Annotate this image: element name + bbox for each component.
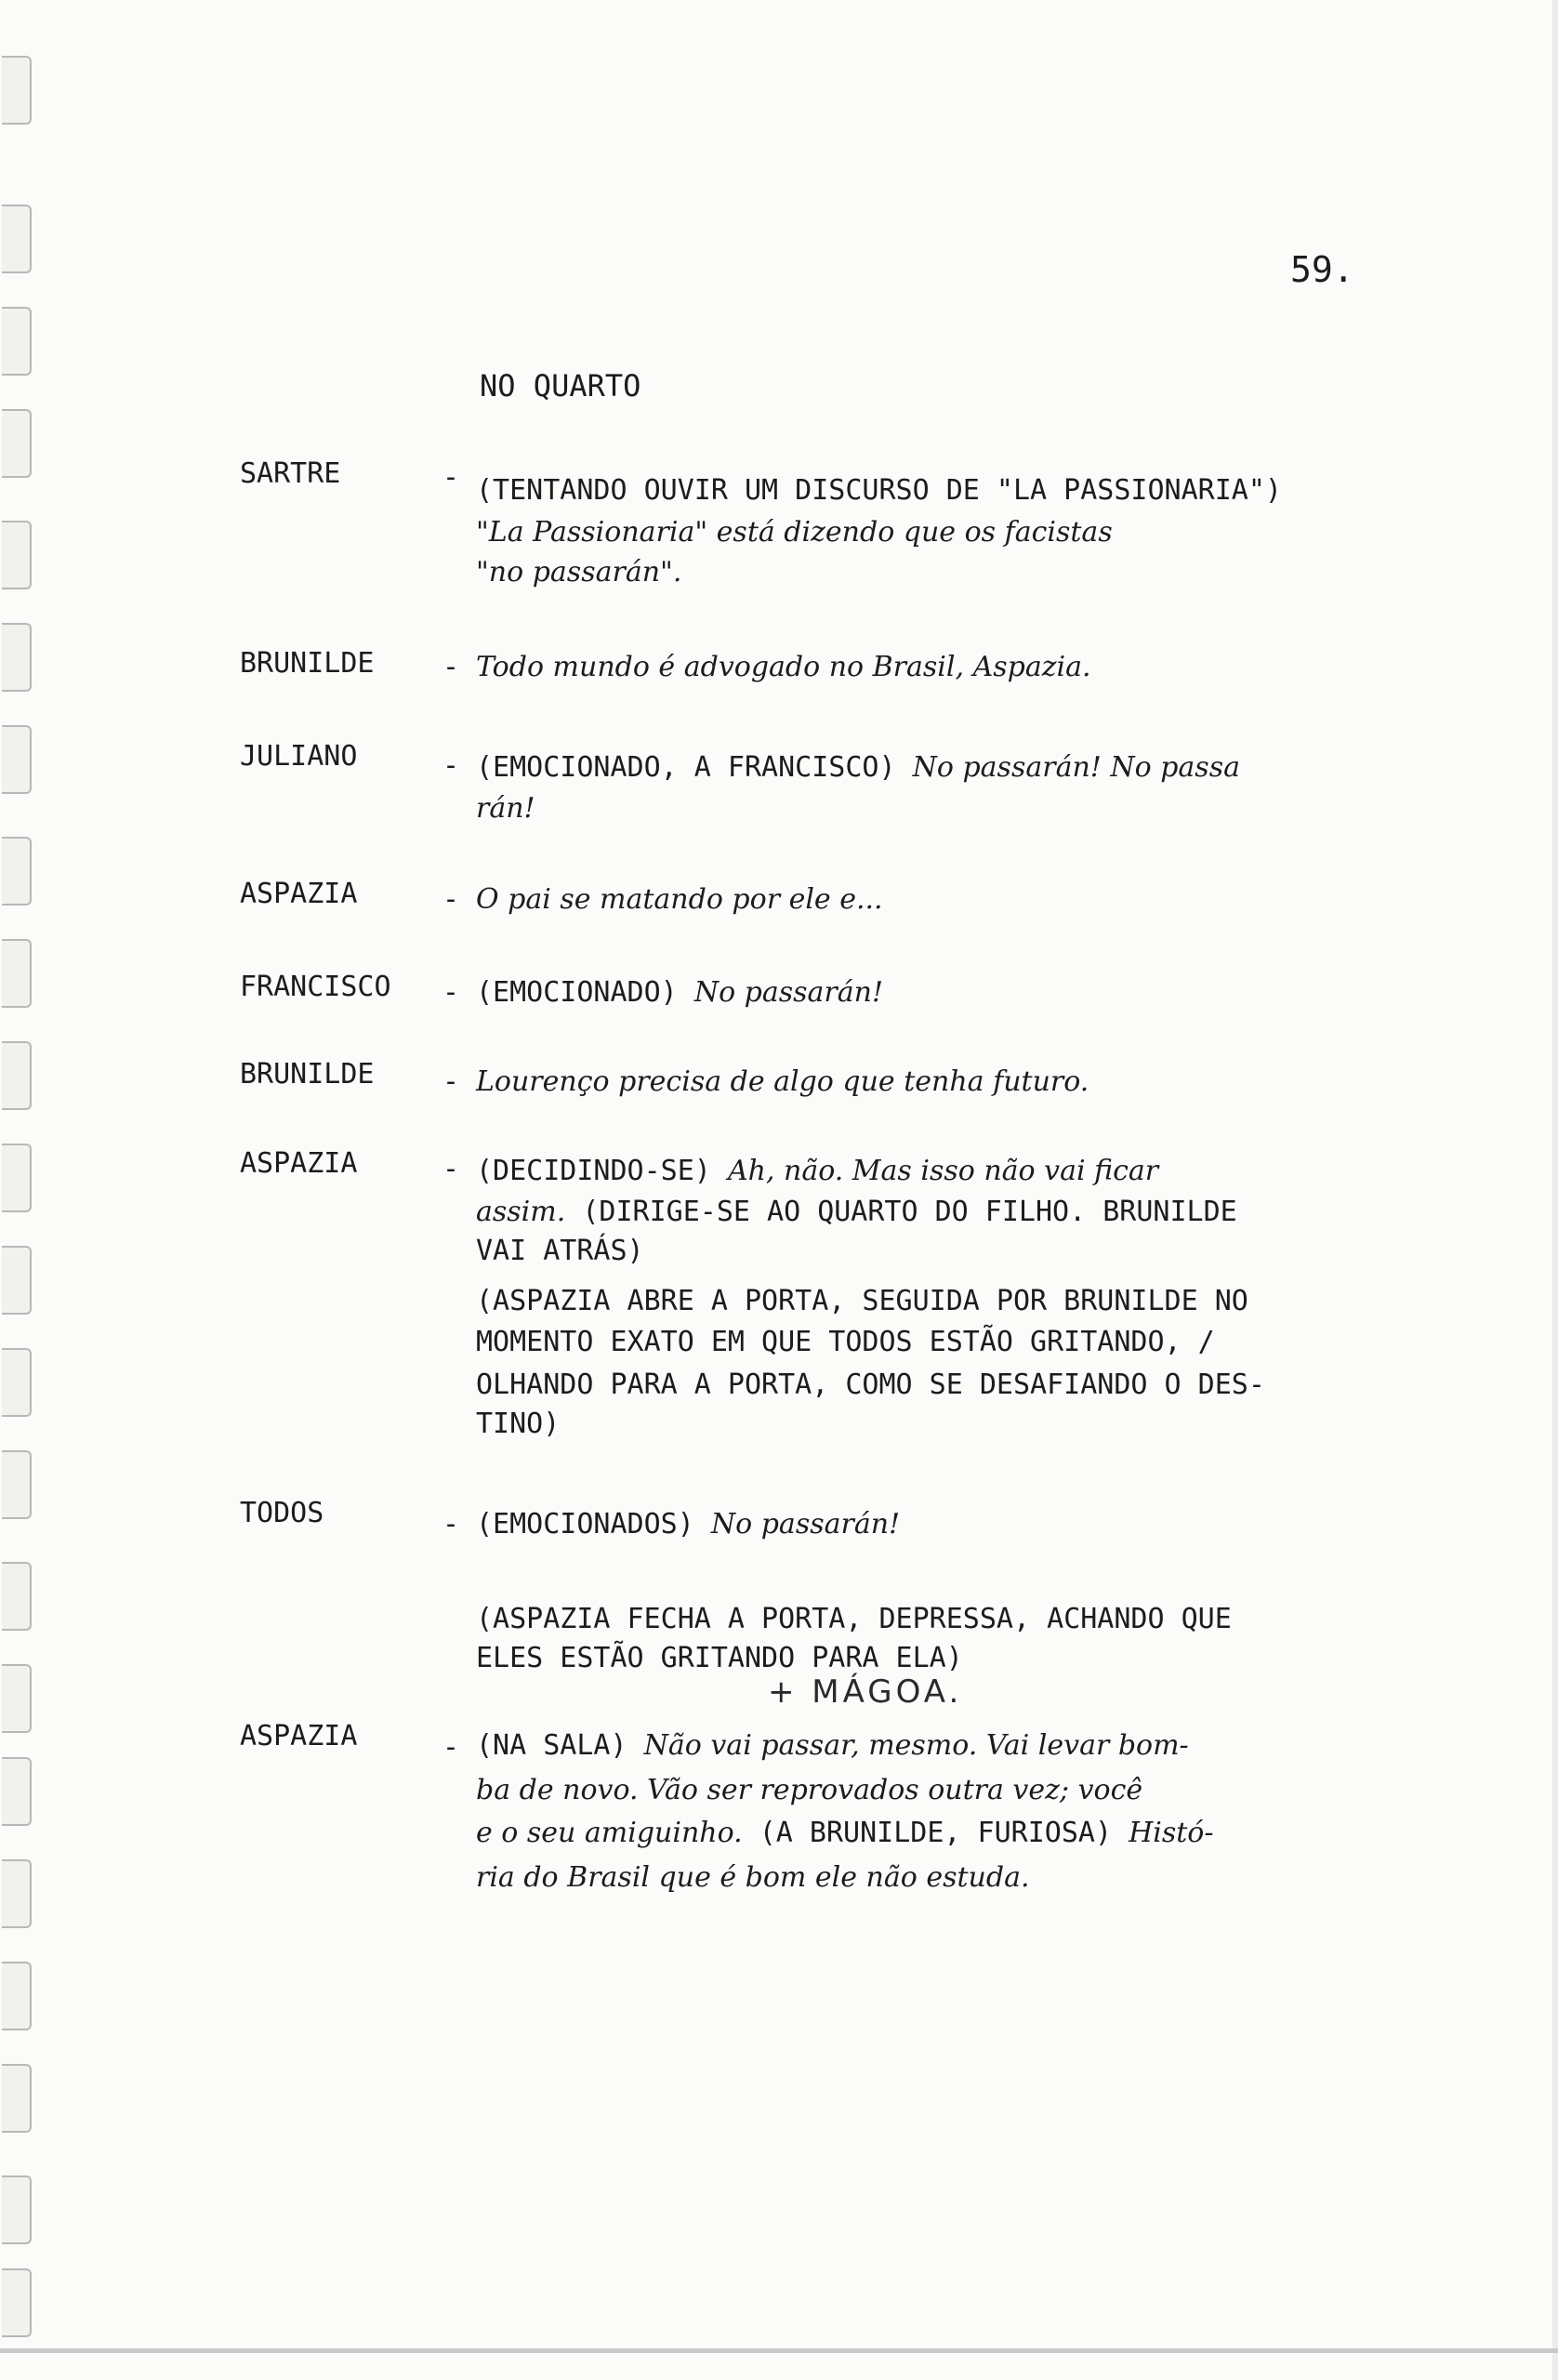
binder-hole (2, 2175, 32, 2244)
dialogue-text: "La Passionaria" está dizendo que os facistas (476, 516, 1113, 549)
dialogue-text: "no passarán". (476, 556, 682, 588)
stage-direction: (TENTANDO OUVIR UM DISCURSO DE "LA PASSIONARIA") (476, 474, 1282, 507)
speaker-name: BRUNILDE (240, 1058, 375, 1091)
dialogue-text: Não vai passar, mesmo. Vai levar bom- (643, 1729, 1189, 1762)
dialogue-line (476, 1196, 1237, 1228)
dialogue-line (476, 792, 535, 825)
stage-direction: (DECIDINDO-SE) (476, 1155, 728, 1187)
stage-direction: (ASPAZIA FECHA A PORTA, DEPRESSA, ACHANDO QUE (476, 1603, 1232, 1635)
dialogue-line (476, 1603, 1232, 1635)
scene-heading: NO QUARTO (480, 368, 641, 403)
dialogue-text: ba de novo. Vão ser reprovados outra vez; você (476, 1774, 1143, 1806)
binder-hole (2, 2064, 32, 2133)
handwritten-note: + MÁGOA. (768, 1673, 963, 1711)
speaker-name: BRUNILDE (240, 647, 375, 680)
dialogue-line (476, 1326, 1215, 1358)
binder-hole (2, 1348, 32, 1417)
speaker-name: SARTRE (240, 457, 341, 490)
stage-direction: TINO) (476, 1408, 561, 1440)
dialogue-line (476, 1861, 1030, 1894)
dialogue-dash: - (442, 883, 460, 916)
dialogue-line (476, 1285, 1248, 1317)
dialogue-text: Histó- (1129, 1817, 1214, 1849)
binder-hole (2, 205, 32, 273)
binder-hole (2, 307, 32, 376)
dialogue-dash: - (442, 1508, 460, 1540)
dialogue-text: e o seu amiguinho. (476, 1817, 743, 1849)
dialogue-text: Lourenço precisa de algo que tenha futuro. (476, 1065, 1089, 1098)
dialogue-text: No passarán! (693, 976, 884, 1009)
binder-hole (2, 56, 32, 125)
binder-hole (2, 409, 32, 478)
dialogue-dash: - (442, 1153, 460, 1185)
dialogue-line (476, 1642, 963, 1674)
binder-hole (2, 939, 32, 1008)
page-edge (1552, 0, 1558, 2380)
speaker-name: TODOS (240, 1497, 324, 1529)
stage-direction: MOMENTO EXATO EM QUE TODOS ESTÃO GRITANDO, / (476, 1326, 1215, 1358)
binder-hole (2, 1246, 32, 1315)
dialogue-dash: - (442, 651, 460, 683)
page-number: 59. (1290, 249, 1354, 290)
dialogue-line (476, 1155, 1158, 1187)
stage-direction: (EMOCIONADO) (476, 976, 694, 1009)
stage-direction: (EMOCIONADOS) (476, 1508, 711, 1540)
dialogue-text: No passarán! (710, 1508, 901, 1540)
dialogue-dash: - (442, 976, 460, 1009)
stage-direction: OLHANDO PARA A PORTA, COMO SE DESAFIANDO O DES- (476, 1368, 1265, 1401)
dialogue-line (476, 751, 1240, 784)
speaker-name: FRANCISCO (240, 971, 391, 1003)
stage-direction: (DIRIGE-SE AO QUARTO DO FILHO. BRUNILDE (565, 1196, 1237, 1228)
stage-direction: VAI ATRÁS) (476, 1235, 644, 1267)
dialogue-line (476, 1065, 1089, 1098)
binder-hole (2, 1859, 32, 1928)
speaker-name: ASPAZIA (240, 1720, 358, 1752)
dialogue-line (476, 1774, 1142, 1806)
binder-hole (2, 1962, 32, 2030)
dialogue-line (476, 1408, 560, 1440)
dialogue-text: Todo mundo é advogado no Brasil, Aspazia. (476, 651, 1091, 683)
dialogue-line (476, 516, 1113, 549)
binder-hole (2, 2268, 32, 2337)
dialogue-dash: - (442, 461, 460, 494)
binder-hole (2, 1562, 32, 1631)
stage-direction: (A BRUNILDE, FURIOSA) (742, 1817, 1129, 1849)
speaker-name: ASPAZIA (240, 1147, 358, 1180)
stage-direction: ELES ESTÃO GRITANDO PARA ELA) (476, 1642, 963, 1674)
dialogue-line (476, 1235, 644, 1267)
binder-hole (2, 725, 32, 794)
dialogue-text: Ah, não. Mas isso não vai ficar (727, 1155, 1159, 1187)
dialogue-line (476, 1368, 1265, 1401)
dialogue-line (476, 883, 883, 916)
dialogue-text: ria do Brasil que é bom ele não estuda. (476, 1861, 1030, 1894)
dialogue-line (476, 1508, 900, 1540)
dialogue-text: rán! (476, 792, 535, 825)
binder-hole (2, 1450, 32, 1519)
dialogue-text: O pai se matando por ele e... (476, 883, 883, 916)
binder-hole (2, 623, 32, 692)
dialogue-line (476, 976, 883, 1009)
dialogue-line (476, 651, 1091, 683)
dialogue-line (476, 556, 681, 588)
binder-hole (2, 1144, 32, 1212)
dialogue-dash: - (442, 1731, 460, 1764)
stage-direction: (EMOCIONADO, A FRANCISCO) (476, 751, 913, 784)
binder-hole (2, 1664, 32, 1733)
bottom-edge (0, 2348, 1558, 2353)
speaker-name: JULIANO (240, 740, 358, 773)
binder-hole (2, 837, 32, 906)
binder-hole (2, 1757, 32, 1826)
dialogue-dash: - (442, 1065, 460, 1098)
dialogue-text: No passarán! No passa (912, 751, 1240, 784)
stage-direction: (ASPAZIA ABRE A PORTA, SEGUIDA POR BRUNILDE NO (476, 1285, 1248, 1317)
binder-hole (2, 1041, 32, 1110)
dialogue-line (476, 1817, 1213, 1849)
dialogue-dash: - (442, 749, 460, 782)
speaker-name: ASPAZIA (240, 878, 358, 910)
binder-hole (2, 521, 32, 589)
dialogue-line (476, 474, 1282, 507)
dialogue-text: assim. (476, 1196, 566, 1228)
stage-direction: (NA SALA) (476, 1729, 644, 1762)
dialogue-line (476, 1729, 1189, 1762)
